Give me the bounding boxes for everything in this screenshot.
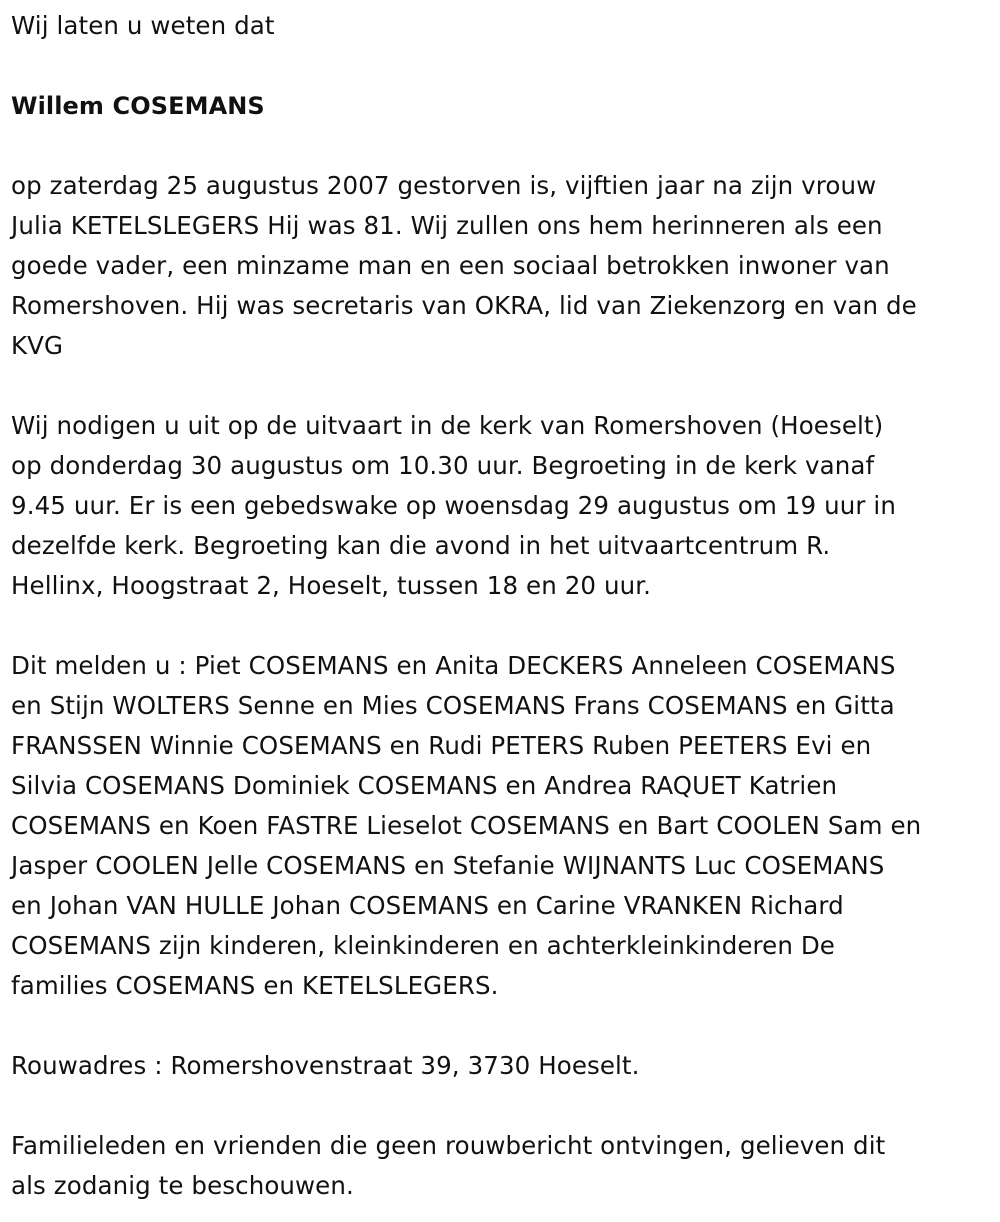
death-line: op zaterdag 25 augustus 2007 gestorven is, vijftien jaar na zijn vrouw (11, 171, 877, 200)
closing-line: Familieleden en vrienden die geen rouwbericht ontvingen, gelieven dit (11, 1131, 886, 1160)
family-line: FRANSSEN Winnie COSEMANS en Rudi PETERS Ruben PEETERS Evi en (11, 731, 872, 760)
paragraph-gap (11, 606, 990, 646)
family-line: Dit melden u : Piet COSEMANS en Anita DECKERS Anneleen COSEMANS (11, 651, 896, 680)
intro-text: Wij laten u weten dat (11, 11, 275, 40)
family-line: Silvia COSEMANS Dominiek COSEMANS en Andrea RAQUET Katrien (11, 771, 838, 800)
funeral-line: Hellinx, Hoogstraat 2, Hoeselt, tussen 18 en 20 uur. (11, 571, 652, 600)
funeral-line: dezelfde kerk. Begroeting kan die avond in het uitvaartcentrum R. (11, 531, 831, 560)
family-line: COSEMANS en Koen FASTRE Lieselot COSEMANS en Bart COOLEN Sam en (11, 811, 922, 840)
funeral-paragraph (11, 406, 990, 606)
closing-paragraph (11, 1126, 990, 1206)
death-paragraph (11, 166, 990, 366)
funeral-line: 9.45 uur. Er is een gebedswake op woensdag 29 augustus om 19 uur in (11, 491, 896, 520)
deceased-name: Willem COSEMANS (11, 92, 265, 120)
paragraph-gap (11, 366, 990, 406)
paragraph-gap (11, 46, 990, 86)
funeral-line: op donderdag 30 augustus om 10.30 uur. Begroeting in de kerk vanaf (11, 451, 875, 480)
death-line: KVG (11, 331, 64, 360)
family-line: families COSEMANS en KETELSLEGERS. (11, 971, 499, 1000)
family-line: en Johan VAN HULLE Johan COSEMANS en Carine VRANKEN Richard (11, 891, 844, 920)
death-line: goede vader, een minzame man en een sociaal betrokken inwoner van (11, 251, 890, 280)
paragraph-gap (11, 1006, 990, 1046)
paragraph-gap (11, 126, 990, 166)
paragraph-gap (11, 1086, 990, 1126)
closing-line: als zodanig te beschouwen. (11, 1171, 354, 1200)
family-line: en Stijn WOLTERS Senne en Mies COSEMANS Frans COSEMANS en Gitta (11, 691, 895, 720)
funeral-line: Wij nodigen u uit op de uitvaart in de kerk van Romershoven (Hoeselt) (11, 411, 884, 440)
family-paragraph (11, 646, 990, 1006)
mourning-address: Rouwadres : Romershovenstraat 39, 3730 Hoeselt. (11, 1051, 640, 1080)
death-line: Romershoven. Hij was secretaris van OKRA, lid van Ziekenzorg en van de (11, 291, 917, 320)
death-line: Julia KETELSLEGERS Hij was 81. Wij zullen ons hem herinneren als een (11, 211, 883, 240)
family-line: COSEMANS zijn kinderen, kleinkinderen en achterkleinkinderen De (11, 931, 835, 960)
family-line: Jasper COOLEN Jelle COSEMANS en Stefanie WIJNANTS Luc COSEMANS (11, 851, 885, 880)
